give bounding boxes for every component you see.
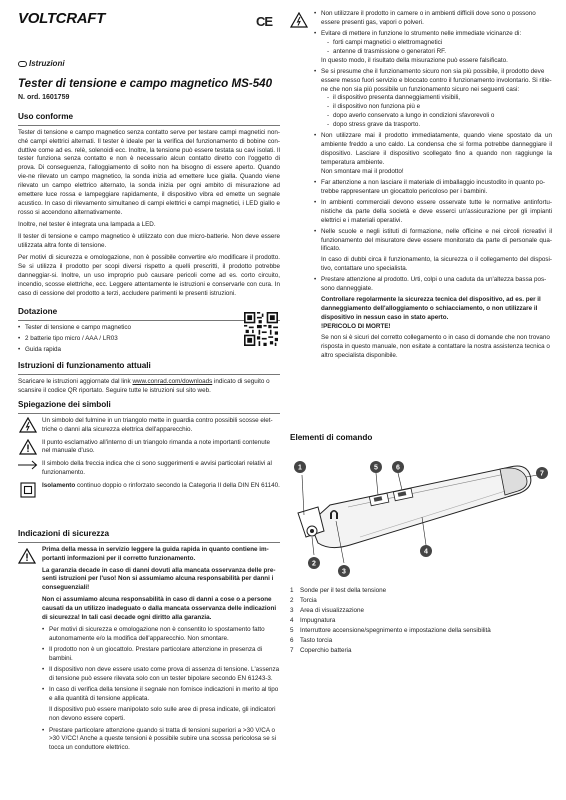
safety-bold-1: Prima della messa in servizio leggere la guida rapida in quanto contiene im-portanti informazioni per il corretto funzionamento. xyxy=(42,545,269,562)
list-item: • Tester di tensione e campo magnetico xyxy=(18,324,280,333)
list-item: • In ambienti commerciali devono essere osservate tutte le normative antinfortu-nistiche da parte della società e deve esserci un'assicurazione per gli impianti elettrici e i materiali operativi. xyxy=(314,199,552,226)
simboli-heading: Spiegazione dei simboli xyxy=(18,399,280,414)
list-item: 6 Tasto torcia xyxy=(290,636,333,644)
ce-mark: CE xyxy=(256,14,273,29)
symbol-arrow: Il simbolo della freccia indica che ci sono suggerimenti e avvisi particolari relativi al funzionamento. xyxy=(18,460,280,478)
sicurezza-section xyxy=(18,528,280,755)
simboli-section xyxy=(18,399,280,502)
exclamation-warning-icon xyxy=(19,439,37,455)
safety-list xyxy=(42,626,280,704)
list-item: • Per motivi di sicurezza e omologazione non è consentito lo spostamento fatto autonomamente e/o la modifica dell'apparecchio. Non smontare. xyxy=(42,626,280,644)
download-link[interactable]: www.conrad.com/downloads xyxy=(132,377,213,385)
exclamation-warning-icon xyxy=(18,548,36,564)
svg-text:4: 4 xyxy=(424,548,428,556)
list-item: • Non utilizzare il prodotto in camere o in ambienti difficili dove sono o possono essere presenti gas, vapori o polveri. xyxy=(314,10,552,28)
elementi-section xyxy=(290,0,552,800)
elementi-heading: Elementi di comando xyxy=(290,433,373,442)
safety-extra: Il dispositivo può essere manipolato solo sulle aree di presa indicate, gli indicatori non devono essere coperti. xyxy=(49,705,276,722)
brand-logo: VOLTCRAFT xyxy=(18,10,106,27)
list-item: • Il dispositivo non deve essere usato come prova di assenza di tensione. L'assenza di tensione può essere rilevata solo con un tester bipolare secondo EN 61243-3. xyxy=(42,666,280,684)
sicurezza-heading: Indicazioni di sicurezza xyxy=(18,528,280,543)
istr-text: Scaricare le istruzioni aggiornate dal link www.conrad.com/downloads indicato di seguito o scansire il codice QR riportato. Seguire tutte le istruzioni sul sito web. xyxy=(18,377,270,394)
svg-text:1: 1 xyxy=(298,464,302,472)
list-item: 1 Sonde per il test della tensione xyxy=(290,587,387,594)
symbol-lightning: Un simbolo del fulmine in un triangolo mette in guardia contro possibili scosse elet-triche o danni alla sicurezza elettrica dell'apparecchio. xyxy=(18,417,280,435)
lightning-warning-icon xyxy=(19,417,37,433)
list-item: • Nelle scuole e negli istituti di formazione, nelle officine e nei circoli ricreativi il funzionamento del misuratore deve essere monitorato da parte di personale qua-lificato. In caso di dubbi circa il funzionamento, la sicurezza o il collegamento del disposi-tivo, contattare uno specialista. xyxy=(314,228,552,275)
istr-section xyxy=(18,360,280,399)
list-item: • Non utilizzare mai il prodotto immediatamente, quando viene spostato da un ambiente freddo a uno caldo. La condensa che si forma potrebbe danneggiare il dispositivo. Lasciare il dispositivo scollegato fino a quando non raggiunge la temperatura ambiente. Non smontare mai il prodotto! xyxy=(314,132,552,177)
list-item: • Prestare attenzione al prodotto. Urti, colpi o una caduta da un'altezza bassa pos-sono danneggiate. Controllare regolarmente la sicurezza tecnica del dispositivo, ad es. per il danneggiamento dell'alloggiamento o schiacciamento, o non utilizzare il dispositivo in nessun caso in stato aperto. !PERICOLO DI MORTE! Se non si è sicuri del corretto collegamento o in caso di domande che non trovano risposta in questo manuale, non esitate a contattare la nostra assistenza tecnica o altro specialista disponibile. xyxy=(314,276,552,360)
page-title: Tester di tensione e campo magnetico MS-540 xyxy=(18,77,273,90)
svg-text:7: 7 xyxy=(540,470,544,478)
elementi-list xyxy=(290,587,552,657)
list-item: 2 Torcia xyxy=(290,596,317,604)
istr-heading: Istruzioni di funzionamento attuali xyxy=(18,360,280,375)
list-item: • 2 batterie tipo micro / AAA / LR03 xyxy=(18,335,280,344)
dotazione-list xyxy=(18,324,280,355)
symbol-insulation: Isolamento continuo doppio o rinforzato secondo la Categoria II della DIN EN 61140. xyxy=(18,482,280,498)
safety-bold-3: Non ci assumiamo alcuna responsabilità in caso di danni a cose o a persone causati da un utilizzo inadeguato o dalla mancata osservanza delle indicazioni di sicurezza! In tali casi decade ogni diritto alla garanzia. xyxy=(42,596,277,622)
device-illustration xyxy=(290,445,552,577)
list-item: • In caso di verifica della tensione il segnale non fornisce indicazioni in merito al tipo e alla quantità di tensione applicata. xyxy=(42,686,280,704)
list-item: • Guida rapida xyxy=(18,346,280,355)
list-item: 4 Impugnatura xyxy=(290,616,336,624)
uso-p4: Per motivi di sicurezza e omologazione, non è possibile convertire e/o modificare il prodotto. Se si utilizza il prodotto per scopi diversi rispetto a quelli prescritti, il prodotto potrebbe danneggiar-si. Inoltre, un uso improprio può causare pericoli come ad es. corto circuito, incendio, scosse elettriche, ecc. Leggere attentamente le istruzioni e conservarle con cura. In caso di cessione del prodotto a terzi, accludere parimenti le presenti istruzioni. xyxy=(18,253,280,297)
list-item: • Il prodotto non è un giocattolo. Prestare particolare attenzione in presenza di bambini. xyxy=(42,646,280,664)
svg-text:3: 3 xyxy=(342,568,346,576)
dotazione-section xyxy=(18,306,280,356)
uso-section xyxy=(18,111,280,302)
svg-text:6: 6 xyxy=(396,464,400,472)
uso-heading: Uso conforme xyxy=(18,111,280,126)
double-insulation-icon xyxy=(20,482,36,498)
symbol-exclamation: Il punto esclamativo all'interno di un triangolo rimanda a note importanti contenute nel manuale d'uso. xyxy=(18,439,280,457)
order-number: N. ord. 1601759 xyxy=(18,94,70,101)
svg-text:5: 5 xyxy=(374,464,378,472)
section-label: Istruzioni xyxy=(18,58,65,69)
list-item: 3 Area di visualizzazione xyxy=(290,606,365,614)
list-item: • Se si presume che il funzionamento sicuro non sia più possibile, il prodotto deve essere messo fuori servizio e bloccato contro il funzionamento involontario. Si ritie-ne che non sia più possibile un funzionamento sicuro nei seguenti casi: - il dispositivo presenta danneggiamenti visibili, - il dispositivo non funziona più e - dopo averlo conservato a lungo in condizioni sfavorevoli o - dopo stress grave da trasporto. xyxy=(314,68,552,131)
uso-p1: Tester di tensione e campo magnetico senza contatto serve per testare campi magnetici non-ché campi elettrici alternati. Il tester è ideale per la verifica del funzionamento di bobine con-duttive come ad es. relè, solenoidi ecc. Inoltre, la tensione può essere testata su cavi isolati. Il tester funziona senza contatto e non è necessario alcun contatto diretto con l'oggetto di prova. Di conseguenza, l'alloggiamento di solito non ha bisogno di essere aperto. Quando vie-ne rilevato un campo magnetico, la sonda inizia ad emettere luce gialla. Quando viene rilevato un campo elettrico alternato, la sonda inizia per ogni ambito di misurazione ad emettere luce rossa e lampeggiare rapidamente, il dispositivo vibra ed emette un segnale acustico. In caso di rilevamento simultaneo di campi elettrici e campi magnetici, i LED giallo e rosso si accendono alternativamente. xyxy=(18,128,280,217)
uso-p2: Inoltre, nel tester è integrata una lampada a LED. xyxy=(18,221,156,229)
list-item: 5 Interruttore accensione/spegnimento e impostazione della sensibilità xyxy=(290,626,491,634)
list-item: 7 Coperchio batteria xyxy=(290,646,352,654)
list-item: • Prestare particolare attenzione quando si tratta di tensioni superiori a >30 V/CA o >30 V/CC! Anche a queste tensioni è possibile subire una scossa pericolosa se si tocca un conduttore elettrico. xyxy=(42,727,280,754)
tester-device xyxy=(298,466,531,548)
globe-icon xyxy=(18,61,27,67)
list-item: • Evitare di mettere in funzione lo strumento nelle immediate vicinanze di: - forti campi magnetici o elettromagnetici - antenne di trasmissione o generatori RF. In questo modo, il risultato della misurazione può essere falsificato. xyxy=(314,30,552,66)
safety-bold-2: La garanzia decade in caso di danni dovuti alla mancata osservanza delle pre-senti istruzioni per l'uso! Non si assumiamo alcuna responsabilità per danni i conseguenziali! xyxy=(42,566,276,592)
arrow-right-icon xyxy=(18,460,38,470)
dotazione-heading: Dotazione xyxy=(18,306,280,321)
svg-text:2: 2 xyxy=(312,560,316,568)
list-item: • Far attenzione a non lasciare il materiale di imballaggio incustodito in quanto po-trebbe rappresentare un giocattolo pericoloso per i bambini. xyxy=(314,179,552,197)
uso-p3: Il tester di tensione e campo magnetico è utilizzato con due micro-batterie. Non deve essere utilizzata altra fonte di tensione. xyxy=(18,232,280,249)
